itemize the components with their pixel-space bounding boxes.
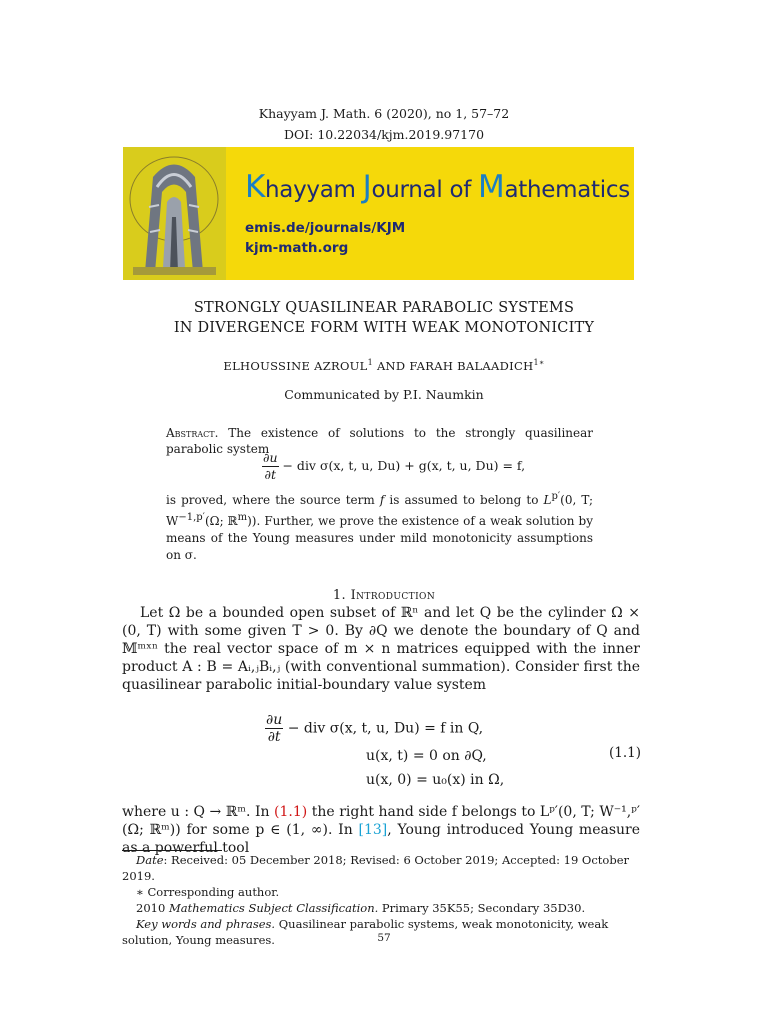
abstract-text-2e: p′: [551, 491, 561, 502]
fraction-denominator: ∂t: [264, 467, 276, 482]
journal-banner: [123, 147, 634, 280]
kjm-link[interactable]: kjm-math.org: [245, 240, 349, 256]
journal-logo-image: [123, 147, 226, 280]
author-2-affiliation: 1∗: [533, 358, 545, 367]
keywords-text: Quasilinear parabolic systems, weak monotonicity, weak solution, Young measures.: [122, 917, 609, 947]
equation-1-rest: − div σ(x, t, u, Du) = f in Q,: [283, 720, 484, 737]
abstract-text-2h: (Ω; ℝ: [204, 514, 238, 528]
abstract-text-2j: )). Further, we prove the existence of a weak solution by means of the Young measures under mild monotonicity assumptions on σ.: [166, 514, 593, 562]
section-heading: 1. Introduction: [332, 588, 436, 603]
partial-derivative-fraction: [262, 450, 279, 483]
paper-title: [0, 298, 768, 338]
title-line-1: STRONGLY QUASILINEAR PARABOLIC SYSTEMS: [193, 300, 575, 316]
author-1-affiliation: 1: [367, 358, 373, 367]
abstract-text-2f: (0, T; W: [166, 493, 594, 528]
abstract-text-1: The existence of solutions to the strongly quasilinear parabolic system: [166, 426, 593, 456]
date-label: Date: [136, 853, 164, 867]
title-part-3: athematics: [504, 177, 630, 203]
emis-link[interactable]: emis.de/journals/KJM: [245, 220, 406, 236]
journal-reference: [0, 103, 768, 145]
keywords-label: Key words and phrases.: [136, 917, 276, 931]
intro-paragraph-2: [122, 803, 640, 857]
paragraph-2-text-a: where u : Q → ℝᵐ. In: [122, 804, 275, 820]
communicated-by: Communicated by P.I. Naumkin: [284, 387, 484, 402]
author-separator: AND: [373, 358, 410, 373]
date-text: : Received: 05 December 2018; Revised: 6 October 2019; Accepted: 19 October 2019.: [122, 853, 629, 883]
abstract-body: [166, 488, 593, 564]
journal-citation: Khayyam J. Math. 6 (2020), no 1, 57–72: [258, 106, 510, 121]
equation-reference-link[interactable]: (1.1): [274, 804, 308, 820]
author-line: [0, 358, 768, 373]
msc-italic: Mathematics Subject Classification.: [168, 901, 379, 915]
author-2: FARAH BALAADICH: [409, 358, 534, 373]
equation-line-2: u(x, t) = 0 on ∂Q,: [366, 748, 487, 764]
title-initial-j: J: [362, 169, 372, 205]
paragraph-2-text-c: , Young introduced Young measure as a powerful tool: [122, 822, 640, 856]
title-initial-m: M: [478, 169, 505, 205]
abstract-text-2d: L: [543, 493, 552, 507]
abstract-text-2c: is assumed to belong to: [384, 493, 544, 507]
equation-label: (1.1): [609, 745, 642, 761]
footnote-corresponding: ∗ Corresponding author.: [136, 885, 280, 899]
equation-rest: − div σ(x, t, u, Du) + g(x, t, u, Du) = f,: [278, 458, 526, 473]
fraction-numerator-2: ∂u: [266, 712, 283, 728]
abstract-text-2a: is proved, where the source term: [166, 493, 380, 507]
author-1: ELHOUSSINE AZROUL: [223, 358, 368, 373]
journal-title: [245, 169, 630, 205]
abstract-text-2g: −1,p′: [178, 512, 205, 523]
footnote-msc: [122, 900, 640, 916]
equation-line-1: [265, 712, 483, 745]
arch-sculpture-icon: [123, 147, 226, 280]
intro-paragraph-1: Let Ω be a bounded open subset of ℝⁿ and let Q be the cylinder Ω × (0, T) with some given T > 0. By ∂Q we denote the boundary of Q and 𝕄ᵐˣⁿ the real vector space of m × n matrices equipped with the inner product A : B = Aᵢ,ⱼBᵢ,ⱼ (with conventional summation). Consider first the quasilinear parabolic initial-boundary value system: [122, 605, 640, 693]
abstract-equation: [262, 450, 525, 483]
abstract-text-2i: m: [237, 512, 248, 523]
fraction-numerator: ∂u: [263, 450, 278, 465]
msc-label: 2010: [136, 901, 169, 915]
citation-link[interactable]: [13]: [358, 822, 388, 838]
doi-line: DOI: 10.22034/kjm.2019.97170: [283, 127, 485, 142]
abstract-label: Abstract.: [166, 426, 219, 440]
footnote-date: [122, 852, 640, 884]
page-number: 57: [377, 932, 391, 944]
partial-derivative-fraction-2: [265, 712, 283, 745]
title-part-1: hayyam: [265, 177, 363, 203]
equation-line-3: u(x, 0) = u₀(x) in Ω,: [366, 772, 505, 788]
fraction-denominator-2: ∂t: [267, 729, 281, 745]
paragraph-2-text-b: the right hand side f belongs to Lᵖ′(0, T; W⁻¹,ᵖ′(Ω; ℝᵐ)) for some p ∈ (1, ∞). In: [122, 804, 640, 838]
title-part-2: ournal of: [371, 177, 479, 203]
footnote-divider: [122, 850, 222, 851]
title-initial-k: K: [245, 169, 266, 205]
abstract-text-2b: f: [379, 493, 385, 507]
msc-text: Primary 35K55; Secondary 35D30.: [378, 901, 586, 915]
title-line-2: IN DIVERGENCE FORM WITH WEAK MONOTONICITY: [173, 320, 595, 336]
